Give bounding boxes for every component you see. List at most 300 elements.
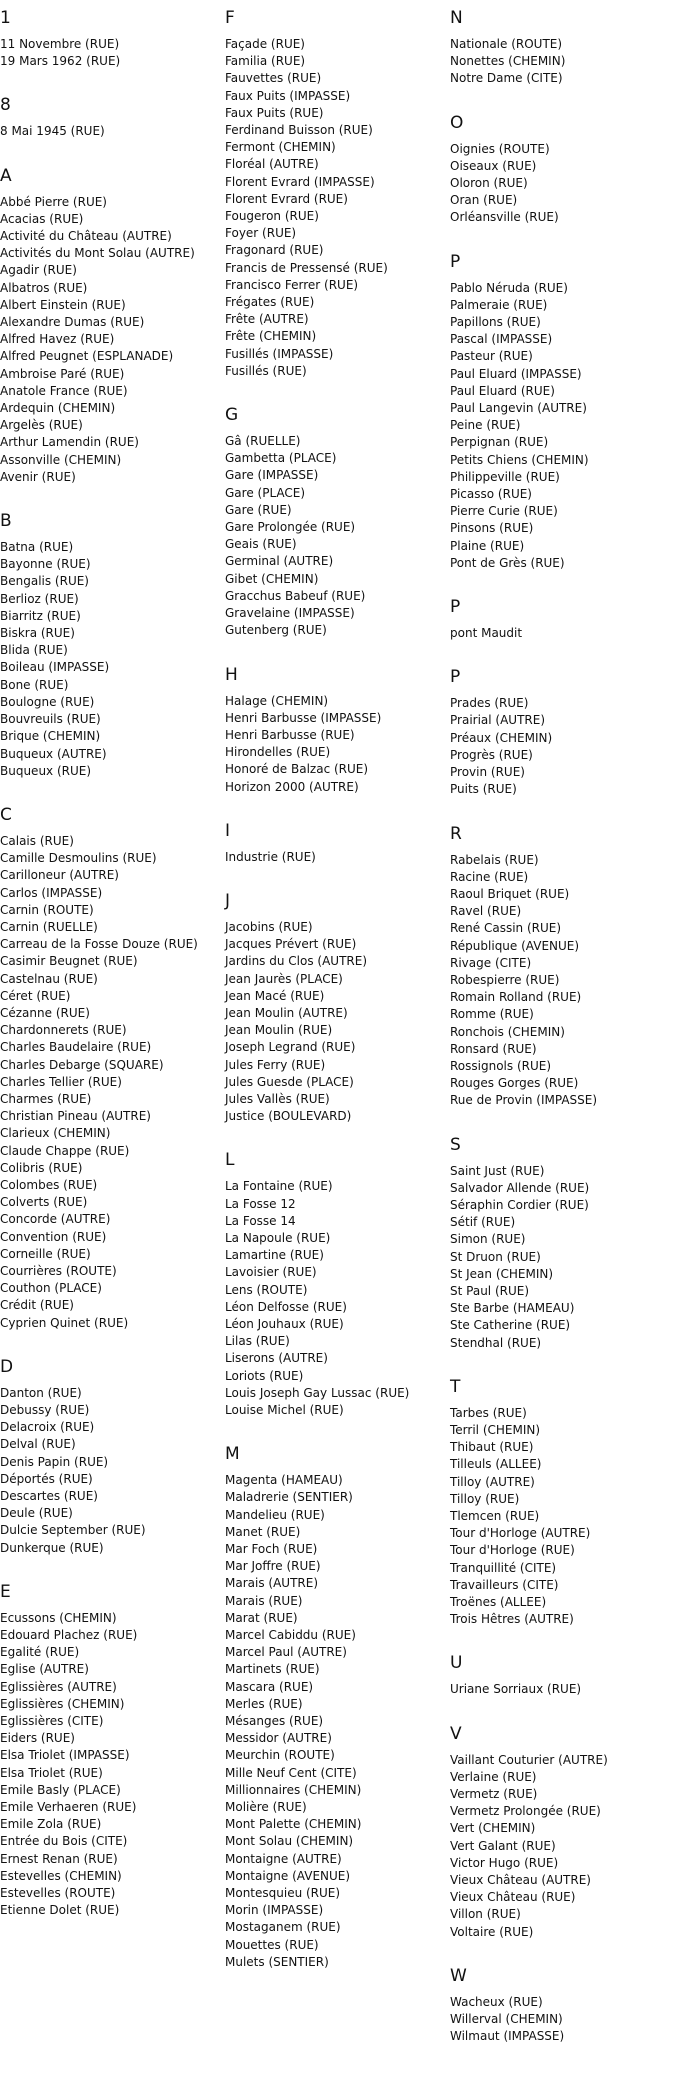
letter-section <box>0 6 222 70</box>
street-item: Provin (RUE) <box>450 765 525 780</box>
street-list <box>450 280 672 572</box>
street-item: Romme (RUE) <box>450 1007 534 1022</box>
street-item: Emile Basly (PLACE) <box>0 1782 121 1797</box>
street-item: Tranquillité (CITE) <box>450 1560 557 1575</box>
street-item: Gutenberg (RUE) <box>225 623 327 638</box>
street-item: Saint Just (RUE) <box>450 1163 545 1178</box>
section-letter-heading: P <box>450 251 461 272</box>
street-item: Séraphin Cordier (RUE) <box>450 1197 589 1212</box>
street-item: Messidor (AUTRE) <box>225 1731 332 1746</box>
street-item: St Druon (RUE) <box>450 1249 541 1264</box>
street-item: Jules Guesde (PLACE) <box>225 1074 354 1089</box>
street-item: Halage (CHEMIN) <box>225 693 329 708</box>
street-item: Estevelles (ROUTE) <box>0 1886 116 1901</box>
street-item: Etienne Dolet (RUE) <box>0 1903 120 1918</box>
street-item: Gâ (RUELLE) <box>225 434 301 449</box>
street-item: Tilleuls (ALLEE) <box>450 1457 542 1472</box>
street-item: Tlemcen (RUE) <box>450 1509 540 1523</box>
street-item: Jacobins (RUE) <box>225 919 313 934</box>
street-item: Alfred Havez (RUE) <box>0 332 115 347</box>
street-item: Uriane Sorriaux (RUE) <box>450 1682 582 1697</box>
street-item: Elsa Triolet (RUE) <box>0 1765 103 1780</box>
street-item: Léon Jouhaux (RUE) <box>225 1316 344 1331</box>
street-item: Gravelaine (IMPASSE) <box>225 606 355 621</box>
street-item: Eglissières (CITE) <box>0 1714 104 1729</box>
street-item: Henri Barbusse (IMPASSE) <box>225 710 382 725</box>
street-item: Calais (RUE) <box>0 833 74 848</box>
section-letter-heading: I <box>225 820 231 841</box>
street-item: Mont Palette (CHEMIN) <box>225 1817 362 1832</box>
street-item: Geais (RUE) <box>225 537 297 552</box>
letter-section <box>450 822 672 1110</box>
letter-section <box>225 1148 447 1419</box>
street-item: Activités du Mont Solau (AUTRE) <box>0 246 195 261</box>
section-letter-heading: M <box>225 1444 240 1465</box>
street-item: Acacias (RUE) <box>0 211 84 226</box>
section-letter-heading: O <box>450 112 464 133</box>
street-item: Jacques Prévert (RUE) <box>225 937 357 952</box>
street-item: Céret (RUE) <box>0 988 71 1003</box>
street-item: Thibaut (RUE) <box>450 1440 534 1455</box>
street-item: Colibris (RUE) <box>0 1160 83 1175</box>
street-item: Eglise (AUTRE) <box>0 1662 89 1677</box>
street-item: Floréal (AUTRE) <box>225 157 319 172</box>
street-item: Dunkerque (RUE) <box>0 1540 104 1555</box>
street-item: Cyprien Quinet (RUE) <box>0 1315 129 1330</box>
street-item: Mulets (SENTIER) <box>225 1954 329 1969</box>
street-item: La Fosse 14 <box>225 1213 296 1228</box>
street-item: Christian Pineau (AUTRE) <box>0 1109 151 1124</box>
street-item: Jardins du Clos (AUTRE) <box>225 954 368 969</box>
street-list <box>0 833 222 1332</box>
street-item: Gare Prolongée (RUE) <box>225 520 356 535</box>
street-item: Vert (CHEMIN) <box>450 1821 536 1836</box>
street-item: Ecussons (CHEMIN) <box>0 1610 117 1625</box>
letter-section <box>0 509 222 780</box>
street-item: Fermont (CHEMIN) <box>225 140 336 155</box>
street-item: Merles (RUE) <box>225 1696 303 1711</box>
section-letter-heading: P <box>450 597 461 618</box>
street-item: 11 Novembre (RUE) <box>0 37 120 51</box>
street-list <box>450 1405 672 1629</box>
street-item: Robespierre (RUE) <box>450 972 560 987</box>
street-item: Buqueux (RUE) <box>0 763 92 778</box>
street-item: Egalité (RUE) <box>0 1645 80 1660</box>
street-item: Batna (RUE) <box>0 540 74 555</box>
street-item: Berlioz (RUE) <box>0 591 79 606</box>
street-item: Ernest Renan (RUE) <box>0 1851 118 1866</box>
street-item: pont Maudit <box>450 626 523 641</box>
letter-section <box>225 889 447 1125</box>
street-item: Activité du Château (AUTRE) <box>0 229 172 244</box>
section-letter-heading: F <box>225 8 235 28</box>
street-item: Florent Evrard (IMPASSE) <box>225 174 375 189</box>
street-list <box>0 36 222 70</box>
street-item: Claude Chappe (RUE) <box>0 1143 130 1158</box>
street-item: Léon Delfosse (RUE) <box>225 1299 347 1314</box>
street-item: Vieux Château (RUE) <box>450 1890 576 1905</box>
street-column-2 <box>225 6 447 1994</box>
street-item: René Cassin (RUE) <box>450 921 562 936</box>
street-item: Assonville (CHEMIN) <box>0 452 122 467</box>
street-list <box>450 625 672 642</box>
street-list <box>0 194 222 486</box>
street-item: Simon (RUE) <box>450 1232 526 1247</box>
street-item: Gracchus Babeuf (RUE) <box>225 588 366 603</box>
street-item: Elsa Triolet (IMPASSE) <box>0 1748 130 1763</box>
street-item: Jean Macé (RUE) <box>225 988 325 1003</box>
street-item: Louise Michel (RUE) <box>225 1403 344 1417</box>
street-item: Rue de Provin (IMPASSE) <box>450 1093 598 1108</box>
letter-section <box>225 819 447 866</box>
street-item: Willerval (CHEMIN) <box>450 2012 563 2027</box>
section-letter-heading: D <box>0 1356 14 1377</box>
street-item: Delval (RUE) <box>0 1437 76 1452</box>
street-item: Bayonne (RUE) <box>0 557 91 572</box>
street-item: Terril (CHEMIN) <box>450 1422 541 1437</box>
street-item: Nationale (ROUTE) <box>450 37 563 51</box>
street-item: Edouard Plachez (RUE) <box>0 1628 138 1643</box>
street-list <box>450 1681 672 1698</box>
street-item: Mésanges (RUE) <box>225 1714 324 1729</box>
street-item: Marat (RUE) <box>225 1610 298 1625</box>
street-item: Ronchois (CHEMIN) <box>450 1024 565 1039</box>
street-item: Martinets (RUE) <box>225 1662 320 1677</box>
street-item: Castelnau (RUE) <box>0 971 98 986</box>
street-item: Tour d'Horloge (AUTRE) <box>450 1526 591 1541</box>
street-item: Ronsard (RUE) <box>450 1041 537 1056</box>
street-item: Horizon 2000 (AUTRE) <box>225 779 359 794</box>
section-letter-heading: J <box>225 890 231 911</box>
street-item: Nonettes (CHEMIN) <box>450 54 566 69</box>
street-item: Philippeville (RUE) <box>450 469 560 484</box>
street-item: Clarieux (CHEMIN) <box>0 1126 111 1141</box>
street-item: Justice (BOULEVARD) <box>225 1109 352 1124</box>
street-item: Papillons (RUE) <box>450 315 541 330</box>
street-item: Sétif (RUE) <box>450 1215 516 1230</box>
street-list <box>450 1163 672 1352</box>
street-item: Bouvreuils (RUE) <box>0 712 101 727</box>
section-letter-heading: R <box>450 823 462 844</box>
street-item: Villon (RUE) <box>450 1907 521 1922</box>
street-item: Marais (AUTRE) <box>225 1576 318 1591</box>
street-item: Ste Barbe (HAMEAU) <box>450 1301 575 1316</box>
section-letter-heading: U <box>450 1653 463 1674</box>
street-item: Delacroix (RUE) <box>0 1420 95 1435</box>
street-item: Germinal (AUTRE) <box>225 554 334 569</box>
street-item: 19 Mars 1962 (RUE) <box>0 54 121 69</box>
street-item: Mar Foch (RUE) <box>225 1542 318 1557</box>
street-item: Gare (PLACE) <box>225 485 306 500</box>
street-item: Gare (RUE) <box>225 502 292 517</box>
street-item: Carreau de la Fosse Douze (RUE) <box>0 937 198 952</box>
street-item: Boulogne (RUE) <box>0 694 95 709</box>
street-item: Liserons (AUTRE) <box>225 1351 328 1366</box>
street-item: Tilloy (RUE) <box>450 1491 520 1506</box>
street-item: Façade (RUE) <box>225 37 305 51</box>
street-item: Charles Tellier (RUE) <box>0 1074 122 1089</box>
street-item: Millionnaires (CHEMIN) <box>225 1782 362 1797</box>
street-item: Ferdinand Buisson (RUE) <box>225 123 373 138</box>
street-item: Meurchin (ROUTE) <box>225 1748 335 1763</box>
street-list <box>225 1178 447 1419</box>
street-item: Raoul Briquet (RUE) <box>450 886 570 901</box>
street-item: Pascal (IMPASSE) <box>450 332 553 347</box>
letter-section <box>450 1133 672 1352</box>
letter-section <box>0 164 222 486</box>
street-item: Faux Puits (IMPASSE) <box>225 88 351 103</box>
street-item: Picasso (RUE) <box>450 487 532 502</box>
street-item: Montaigne (AVENUE) <box>225 1868 351 1883</box>
street-item: Emile Verhaeren (RUE) <box>0 1800 137 1815</box>
street-item: Rouges Gorges (RUE) <box>450 1076 579 1091</box>
street-item: Pasteur (RUE) <box>450 349 533 364</box>
street-item: Frête (AUTRE) <box>225 312 309 327</box>
street-item: Honoré de Balzac (RUE) <box>225 762 369 777</box>
letter-section <box>225 1442 447 1971</box>
street-item: Lavoisier (RUE) <box>225 1265 317 1280</box>
street-item: Courrières (ROUTE) <box>0 1263 117 1278</box>
street-item: Lamartine (RUE) <box>225 1248 324 1263</box>
section-letter-heading: 8 <box>0 95 11 116</box>
street-item: Charles Baudelaire (RUE) <box>0 1040 152 1055</box>
street-item: Salvador Allende (RUE) <box>450 1180 590 1195</box>
section-letter-heading: E <box>0 1581 11 1602</box>
street-item: Biskra (RUE) <box>0 626 75 641</box>
street-item: Brique (CHEMIN) <box>0 729 101 744</box>
street-item: Danton (RUE) <box>0 1385 82 1400</box>
street-item: Blida (RUE) <box>0 643 68 658</box>
letter-section <box>450 1722 672 1941</box>
street-list <box>225 693 447 796</box>
street-item: Couthon (PLACE) <box>0 1281 102 1296</box>
street-item: Mandelieu (RUE) <box>225 1507 325 1522</box>
letter-section <box>225 403 447 639</box>
street-item: La Fontaine (RUE) <box>225 1179 333 1194</box>
street-item: Camille Desmoulins (RUE) <box>0 851 157 866</box>
letter-section <box>450 250 672 572</box>
street-item: Francisco Ferrer (RUE) <box>225 277 359 292</box>
street-item: Henri Barbusse (RUE) <box>225 727 355 742</box>
street-item: Estevelles (CHEMIN) <box>0 1868 122 1883</box>
street-list <box>0 1385 222 1557</box>
street-list <box>225 36 447 380</box>
street-item: Francis de Pressensé (RUE) <box>225 260 388 275</box>
street-item: Frête (CHEMIN) <box>225 329 317 344</box>
letter-section <box>0 1355 222 1557</box>
section-letter-heading: S <box>450 1134 461 1155</box>
street-list <box>450 695 672 798</box>
street-item: Victor Hugo (RUE) <box>450 1855 559 1870</box>
street-item: Emile Zola (RUE) <box>0 1817 102 1832</box>
section-letter-heading: V <box>450 1723 462 1744</box>
street-item: Marais (RUE) <box>225 1593 303 1608</box>
street-item: Louis Joseph Gay Lussac (RUE) <box>225 1385 410 1400</box>
street-item: Alfred Peugnet (ESPLANADE) <box>0 349 174 364</box>
street-item: 8 Mai 1945 (RUE) <box>0 124 105 139</box>
street-item: Ambroise Paré (RUE) <box>0 366 125 381</box>
street-item: Déportés (RUE) <box>0 1471 93 1486</box>
street-item: Tour d'Horloge (RUE) <box>450 1543 575 1558</box>
street-item: Jean Moulin (RUE) <box>225 1023 333 1038</box>
section-letter-heading: B <box>0 511 12 532</box>
street-item: Palmeraie (RUE) <box>450 297 548 312</box>
street-item: Tarbes (RUE) <box>450 1405 527 1420</box>
street-list <box>0 123 222 140</box>
street-item: Descartes (RUE) <box>0 1489 98 1504</box>
street-item: Argelès (RUE) <box>0 418 83 433</box>
street-item: Familia (RUE) <box>225 54 306 69</box>
street-item: Crédit (RUE) <box>0 1298 74 1313</box>
street-item: La Napoule (RUE) <box>225 1230 331 1245</box>
street-item: Carnin (ROUTE) <box>0 902 94 917</box>
street-item: Gare (IMPASSE) <box>225 468 319 483</box>
street-item: Pierre Curie (RUE) <box>450 504 558 519</box>
street-item: Préaux (CHEMIN) <box>450 730 553 745</box>
street-item: Boileau (IMPASSE) <box>0 660 110 675</box>
section-letter-heading: L <box>225 1150 235 1171</box>
street-item: Chardonnerets (RUE) <box>0 1023 127 1038</box>
street-item: Jean Moulin (AUTRE) <box>225 1005 348 1020</box>
street-item: Denis Papin (RUE) <box>0 1454 109 1469</box>
section-letter-heading: W <box>450 1965 467 1986</box>
street-item: Fauvettes (RUE) <box>225 71 322 86</box>
street-item: Jules Ferry (RUE) <box>225 1057 326 1072</box>
street-item: Charmes (RUE) <box>0 1091 92 1106</box>
street-item: Jules Vallès (RUE) <box>225 1091 330 1106</box>
street-item: Stendhal (RUE) <box>450 1335 542 1350</box>
street-item: Corneille (RUE) <box>0 1246 91 1261</box>
street-item: St Jean (CHEMIN) <box>450 1266 554 1281</box>
street-item: Bengalis (RUE) <box>0 574 89 589</box>
street-item: Albatros (RUE) <box>0 280 88 295</box>
street-item: Anatole France (RUE) <box>0 383 128 398</box>
street-item: Entrée du Bois (CITE) <box>0 1834 128 1849</box>
street-item: Colverts (RUE) <box>0 1195 88 1210</box>
section-letter-heading: N <box>450 8 463 28</box>
street-item: République (AVENUE) <box>450 938 580 953</box>
street-item: Mar Joffre (RUE) <box>225 1559 321 1574</box>
letter-section <box>450 595 672 642</box>
street-item: Puits (RUE) <box>450 782 517 797</box>
street-item: Molière (RUE) <box>225 1800 307 1815</box>
street-item: Deule (RUE) <box>0 1506 73 1521</box>
street-item: Fusillés (IMPASSE) <box>225 346 334 361</box>
street-item: Industrie (RUE) <box>225 849 316 864</box>
street-item: Alexandre Dumas (RUE) <box>0 315 145 330</box>
street-list <box>0 539 222 780</box>
street-list <box>225 1472 447 1971</box>
letter-section <box>450 1964 672 2046</box>
street-item: Travailleurs (CITE) <box>450 1577 559 1592</box>
street-item: Gibet (CHEMIN) <box>225 571 319 586</box>
section-letter-heading: G <box>225 405 239 426</box>
street-item: Carilloneur (AUTRE) <box>0 868 119 883</box>
street-item: Vermetz Prolongée (RUE) <box>450 1804 601 1819</box>
street-item: Marcel Paul (AUTRE) <box>225 1645 347 1660</box>
street-item: Orléansville (RUE) <box>450 210 559 225</box>
street-item: Paul Langevin (AUTRE) <box>450 401 587 416</box>
street-item: Plaine (RUE) <box>450 538 525 553</box>
street-item: Frégates (RUE) <box>225 295 315 310</box>
letter-section <box>450 1375 672 1629</box>
street-item: Convention (RUE) <box>0 1229 107 1244</box>
letter-section <box>225 6 447 380</box>
street-item: Carnin (RUELLE) <box>0 919 98 934</box>
street-item: Arthur Lamendin (RUE) <box>0 435 139 450</box>
street-item: Tilloy (AUTRE) <box>450 1474 535 1489</box>
street-item: Mostaganem (RUE) <box>225 1920 341 1935</box>
street-item: Mont Solau (CHEMIN) <box>225 1834 354 1849</box>
street-item: Colombes (RUE) <box>0 1177 98 1192</box>
street-item: Verlaine (RUE) <box>450 1769 537 1784</box>
street-list <box>450 1752 672 1941</box>
street-item: Vert Galant (RUE) <box>450 1838 556 1853</box>
street-item: Romain Rolland (RUE) <box>450 990 582 1005</box>
street-item: Prairial (AUTRE) <box>450 713 546 728</box>
street-item: St Paul (RUE) <box>450 1283 530 1298</box>
letter-section <box>450 665 672 798</box>
street-item: Vaillant Couturier (AUTRE) <box>450 1752 608 1767</box>
section-letter-heading: C <box>0 804 12 825</box>
street-item: Pablo Néruda (RUE) <box>450 280 568 295</box>
street-item: Perpignan (RUE) <box>450 435 549 450</box>
street-item: Rossignols (RUE) <box>450 1058 552 1073</box>
street-item: Gambetta (PLACE) <box>225 451 337 466</box>
street-item: Mille Neuf Cent (CITE) <box>225 1765 357 1780</box>
section-letter-heading: 1 <box>0 8 11 28</box>
street-item: Mouettes (RUE) <box>225 1937 319 1952</box>
street-item: Trois Hêtres (AUTRE) <box>450 1612 574 1627</box>
letter-section <box>450 111 672 227</box>
street-item: Vermetz (RUE) <box>450 1787 538 1802</box>
street-item: Marcel Cabiddu (RUE) <box>225 1628 356 1643</box>
street-list <box>225 433 447 639</box>
letter-section <box>225 663 447 796</box>
street-item: Biarritz (RUE) <box>0 608 81 623</box>
street-item: Rivage (CITE) <box>450 955 532 970</box>
street-item: Rabelais (RUE) <box>450 852 539 867</box>
street-item: Avenir (RUE) <box>0 469 76 484</box>
street-item: Bone (RUE) <box>0 677 69 692</box>
street-item: Charles Debarge (SQUARE) <box>0 1057 164 1072</box>
street-item: Prades (RUE) <box>450 696 529 711</box>
street-item: Fusillés (RUE) <box>225 363 307 378</box>
street-item: Ardequin (CHEMIN) <box>0 401 116 416</box>
street-item: Cézanne (RUE) <box>0 1005 90 1020</box>
street-item: Ravel (RUE) <box>450 904 522 919</box>
street-item: Paul Eluard (RUE) <box>450 383 555 398</box>
street-item: Debussy (RUE) <box>0 1403 90 1417</box>
section-letter-heading: H <box>225 664 238 685</box>
street-item: Fougeron (RUE) <box>225 209 319 224</box>
street-item: Oran (RUE) <box>450 193 518 208</box>
street-item: Jean Jaurès (PLACE) <box>225 971 343 986</box>
street-item: Hirondelles (RUE) <box>225 745 331 760</box>
street-list <box>450 1994 672 2046</box>
street-item: Wacheux (RUE) <box>450 1994 543 2009</box>
section-letter-heading: A <box>0 165 12 186</box>
section-letter-heading: P <box>450 667 461 688</box>
street-item: Eiders (RUE) <box>0 1731 75 1746</box>
street-item: Montesquieu (RUE) <box>225 1886 341 1901</box>
street-item: Albert Einstein (RUE) <box>0 297 126 312</box>
street-item: Oloron (RUE) <box>450 176 528 191</box>
street-item: Maladrerie (SENTIER) <box>225 1490 353 1505</box>
street-item: Joseph Legrand (RUE) <box>225 1040 356 1055</box>
letter-section <box>0 1580 222 1920</box>
street-item: Racine (RUE) <box>450 869 529 884</box>
